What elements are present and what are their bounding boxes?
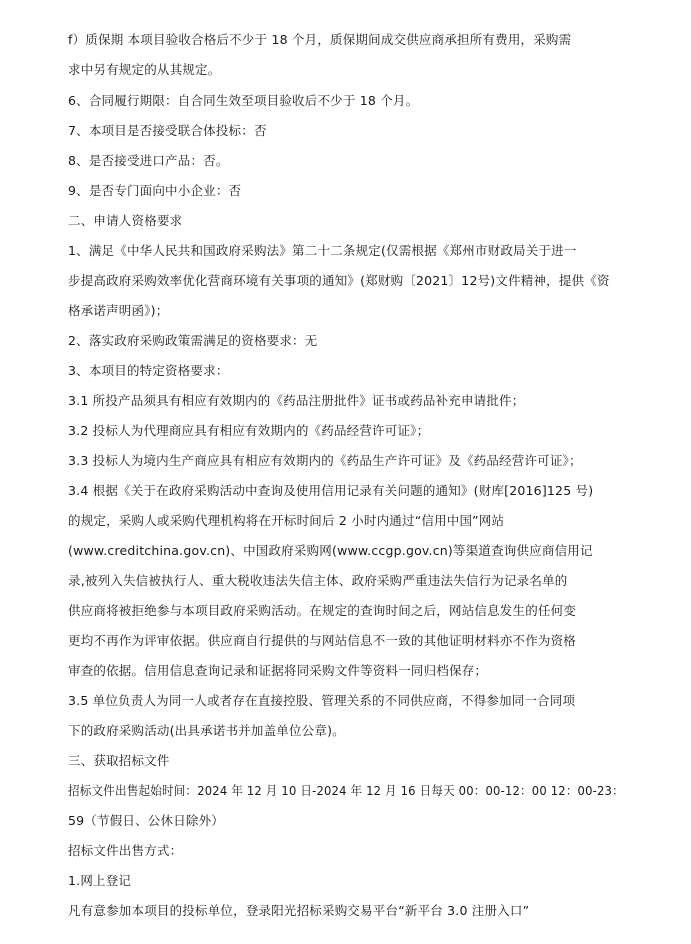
text-line: f）质保期 本项目验收合格后不少于 18 个月，质保期间成交供应商承担所有费用，采购需 bbox=[68, 32, 572, 47]
text-line: 3.1 所投产品须具有相应有效期内的《药品注册批件》证书或药品补充申请批件； bbox=[68, 393, 525, 408]
section-heading: 三、获取招标文件 bbox=[68, 753, 170, 768]
text-line: 1.网上登记 bbox=[68, 873, 132, 888]
text-line: 3.5 单位负责人为同一人或者存在直接控股、管理关系的不同供应商，不得参加同一合同项 bbox=[68, 693, 576, 708]
text-line: 3.2 投标人为代理商应具有相应有效期内的《药品经营许可证》； bbox=[68, 423, 430, 438]
text-line: 录,被列入失信被执行人、重大税收违法失信主体、政府采购严重违法失信行为记录名单的 bbox=[68, 573, 568, 588]
text-line: 6、合同履行期限：自合同生效至项目验收后不少于 18 个月。 bbox=[68, 93, 419, 108]
text-line: 招标文件出售起始时间：2024 年 12 月 10 日-2024 年 12 月 16 日每天 00：00-12：00 12：00-23： bbox=[68, 783, 624, 798]
text-line: 3.4 根据《关于在政府采购活动中查询及使用信用记录有关问题的通知》(财库[2016]125 号) bbox=[68, 483, 594, 498]
text-line: 步提高政府采购效率优化营商环境有关事项的通知》(郑财购〔2021〕12号)文件精神，提供《资 bbox=[68, 273, 610, 288]
text-line: 的规定，采购人或采购代理机构将在开标时间后 2 小时内通过“信用中国”网站 bbox=[68, 513, 505, 528]
text-line: 3、本项目的特定资格要求： bbox=[68, 363, 229, 378]
text-line: 8、是否接受进口产品：否。 bbox=[68, 153, 229, 168]
text-line: (www.creditchina.gov.cn)、中国政府采购网(www.ccgp.gov.cn)等渠道查询供应商信用记 bbox=[68, 543, 593, 558]
text-line: 2、落实政府采购政策需满足的资格要求：无 bbox=[68, 333, 318, 348]
text-line: 招标文件出售方式： bbox=[68, 843, 183, 858]
text-line: 审查的依据。信用信息查询记录和证据将同采购文件等资料一同归档保存； bbox=[68, 663, 488, 678]
section-heading: 二、申请人资格要求 bbox=[68, 213, 183, 228]
text-line: 9、是否专门面向中小企业：否 bbox=[68, 183, 242, 198]
text-line: 3.3 投标人为境内生产商应具有相应有效期内的《药品生产许可证》及《药品经营许可证》； bbox=[68, 453, 582, 468]
text-line: 1、满足《中华人民共和国政府采购法》第二十二条规定(仅需根据《郑州市财政局关于进一 bbox=[68, 243, 577, 258]
text-line: 格承诺声明函》)； bbox=[68, 303, 169, 318]
text-line: 7、本项目是否接受联合体投标：否 bbox=[68, 123, 267, 138]
text-line: 凡有意参加本项目的投标单位，登录阳光招标采购交易平台“新平台 3.0 注册入口” bbox=[68, 903, 530, 918]
text-line: 59（节假日、公休日除外） bbox=[68, 813, 225, 828]
text-line: 下的政府采购活动(出具承诺书并加盖单位公章)。 bbox=[68, 723, 345, 738]
text-line: 更均不再作为评审依据。供应商自行提供的与网站信息不一致的其他证明材料亦不作为资格 bbox=[68, 633, 577, 648]
text-line: 求中另有规定的从其规定。 bbox=[68, 62, 221, 77]
text-line: 供应商将被拒绝参与本项目政府采购活动。在规定的查询时间之后，网站信息发生的任何变 bbox=[68, 603, 577, 618]
